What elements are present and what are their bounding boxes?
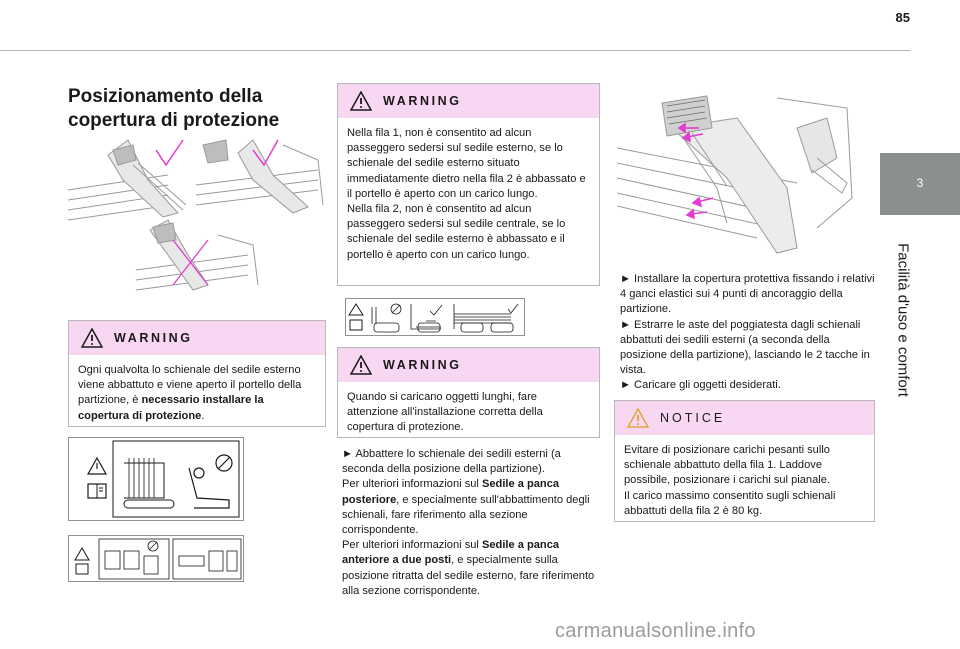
warning-text-part: Ogni qualvolta lo schienale del sedile esterno viene abbattuto e viene aperto il portello della partizione, è	[78, 364, 302, 407]
warning-text	[78, 363, 316, 424]
notice-label: NOTICE	[660, 411, 726, 425]
warning-header	[338, 348, 599, 382]
notice-para-2: Il carico massimo consentito sugli schienali abbattuti della fila 2 è 80 kg.	[624, 489, 836, 517]
safety-label-graphic	[69, 438, 245, 522]
section-title-line2: copertura di protezione	[68, 110, 280, 131]
notice-para-1: Evitare di posizionare carichi pesanti sullo schienale abbattuto della fila 1. Laddove possibile, posizionare i carichi sul pianale.	[624, 444, 830, 487]
warning-body	[338, 382, 599, 442]
notice-header	[615, 401, 874, 435]
chapter-title-text: Facilità d'uso e comfort	[894, 243, 911, 397]
notice-triangle-icon	[627, 408, 649, 428]
safety-label-small-graphic	[69, 536, 245, 583]
info-front-bench	[342, 538, 602, 599]
warning-box-3	[337, 347, 600, 438]
seat-cover-icon	[124, 458, 174, 508]
page-number: 85	[895, 10, 910, 25]
warning-body	[338, 118, 599, 269]
warning-body	[69, 355, 325, 430]
warning-header	[69, 321, 325, 355]
warning-label: WARNING	[114, 331, 193, 345]
chapter-tab[interactable]: 3	[880, 153, 960, 215]
info-text: Per ulteriori informazioni sul	[342, 539, 482, 552]
seat-no-passenger-icon	[189, 455, 232, 508]
watermark: carmanualsonline.info	[555, 620, 756, 642]
warning-triangle-icon	[88, 458, 106, 474]
warning-triangle-icon	[349, 304, 363, 315]
seat-row-icon	[105, 541, 237, 574]
warning-para-2: Nella fila 2, non è consentito ad alcun passeggero sedersi sul sedile centrale, se lo schienale del sedile esterno è abbassato e il portello è aperto con un carico lungo.	[347, 203, 566, 261]
warning-triangle-icon	[350, 355, 372, 375]
warning-label: WARNING	[383, 358, 462, 372]
notice-box	[614, 400, 875, 522]
manual-book-icon	[76, 564, 88, 574]
info-rear-bench	[342, 477, 602, 538]
warning-box-2	[337, 83, 600, 286]
seat-diagram-1	[68, 140, 186, 220]
check-mark-1	[156, 140, 183, 165]
info-link-rear-bench[interactable]: Sedile a panca posteriore	[342, 478, 560, 506]
step-load-objects: ► Caricare gli oggetti desiderati.	[620, 379, 781, 392]
seat-symbol-graphic	[346, 299, 526, 337]
step-install-cover: ► Installare la copertura protettiva fissando i relativi 4 ganci elastici sui 4 punti di ancoraggio della partizione.	[620, 273, 875, 316]
safety-label-small	[68, 535, 244, 582]
warning-header	[338, 84, 599, 118]
seat-positions-illustration	[68, 135, 330, 295]
info-text: , e specialmente sull'abbattimento degli schienali, fare riferimento alla sezione corrispondente.	[342, 493, 590, 537]
manual-book-icon	[350, 320, 362, 330]
info-link-front-bench[interactable]: Sedile a panca anteriore a due posti	[342, 539, 560, 567]
seat-symbol-label	[345, 298, 525, 336]
safety-label-large	[68, 437, 244, 521]
section-title	[68, 85, 318, 133]
notice-body	[615, 435, 874, 525]
warning-para-1: Nella fila 1, non è consentito ad alcun passeggero sedersi sul sedile esterno, se lo schienale del sedile esterno situato immediatamente dietro nella fila 2 è abbassato e il portello è aperto con un carico lungo.	[347, 127, 586, 200]
manual-book-icon	[88, 484, 106, 498]
info-text: Per ulteriori informazioni sul	[342, 478, 482, 491]
seat-diagram-2	[196, 140, 323, 213]
middle-instructions	[342, 447, 602, 599]
right-instructions	[620, 272, 878, 394]
step-headrest-rods: ► Estrarre le aste del poggiatesta dagli schienali abbattuti dei sedili esterni (a seconda della posizione della partizione), lasciando le 2 tacche in vista.	[620, 318, 870, 377]
warning-text-bold: necessario installare la copertura di protezione	[78, 394, 264, 422]
cover-installation-illustration	[617, 88, 857, 263]
step-fold-backrest: ► Abbattere lo schienale dei sedili esterni (a seconda della posizione della partizione).	[342, 448, 561, 476]
warning-label: WARNING	[383, 94, 462, 108]
warning-text: Quando si caricano oggetti lunghi, fare attenzione all'installazione corretta della copertura di protezione.	[347, 391, 543, 434]
info-text: , e specialmente sulla posizione ritratta del sedile esterno, fare riferimento alla sezione corrispondente.	[342, 554, 595, 597]
header-rule	[0, 50, 910, 51]
warning-triangle-icon	[75, 548, 89, 560]
seat-row-icons	[372, 304, 518, 332]
section-title-line1: Posizionamento della	[68, 86, 263, 107]
warning-text-end: .	[201, 409, 205, 422]
warning-triangle-icon	[350, 91, 372, 111]
warning-box-1	[68, 320, 326, 427]
warning-triangle-icon	[81, 328, 103, 348]
chapter-title	[880, 225, 925, 415]
